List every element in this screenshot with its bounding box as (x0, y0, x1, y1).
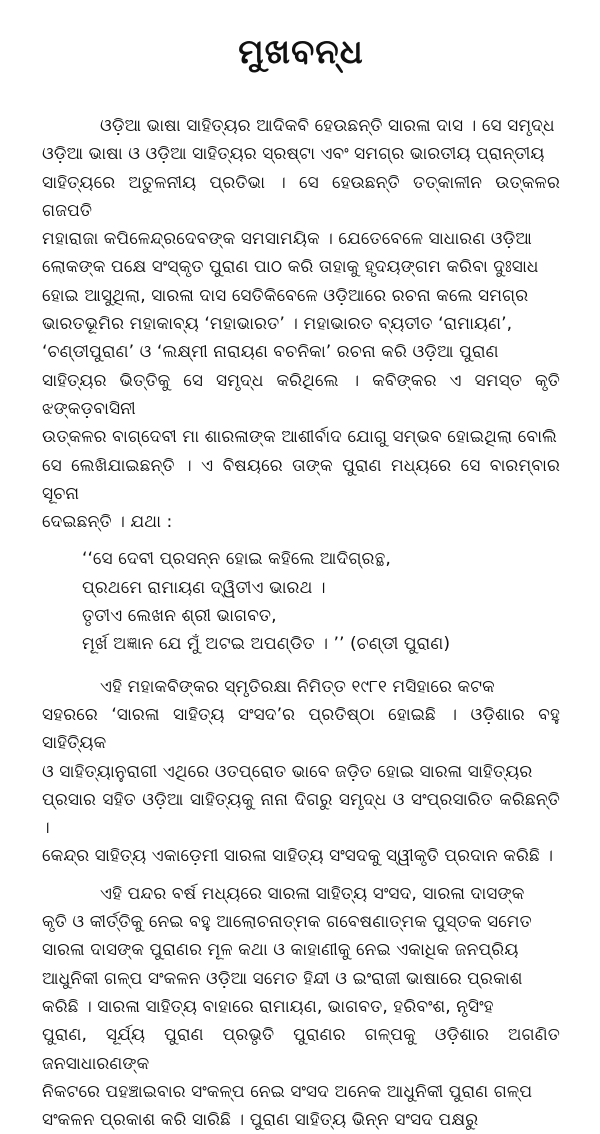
verse-line: ମୂର୍ଖ ଅଜ୍ଞାନ ଯେ ମୁଁ ଅଟଇ ଅପଣ୍ଡିତ । ’’ (ଚଣ୍ଡୀ ପୁରାଣ) (82, 634, 451, 655)
verse-line: ‘‘ସେ ଦେବୀ ପ୍ରସନ୍ନ ହୋଇ କହିଲେ ଆଦିଗ୍ରନ୍ଥ, (82, 549, 391, 570)
text-line: କୃତି ଓ କୀର୍ତ୍ତିକୁ ନେଇ ବହୁ ଆଲୋଚନାତ୍ମକ ଗବେଷଣାତ୍ମକ ପୁସ୍ତକ ସମେତ (42, 912, 532, 933)
verse-quote (82, 545, 560, 658)
page-title: ମୁଖବନ୍ଧ (238, 32, 364, 72)
text-line: ଆଧୁନିକୀ ଗଳ୍ପ ସଂକଳନ ଓଡ଼ିଆ ସମେତ ହିନ୍ଦୀ ଓ ଇଂରାଜୀ ଭାଷାରେ ପ୍ରକାଶ (42, 968, 523, 989)
text-line: ସେ ଲେଖିଯାଇଛନ୍ତି । ଏ ବିଷୟରେ ତାଙ୍କ ପୁରାଣ ମଧ୍ୟରେ ସେ ବାରମ୍ବାର ସୂଚନା (42, 455, 560, 504)
paragraph-1 (42, 112, 560, 536)
text-line: ପ୍ରସାର ସହିତ ଓଡ଼ିଆ ସାହିତ୍ୟକୁ ନାନା ଦିଗରୁ ସମୃଦ୍ଧ ଓ ସଂପ୍ରସାରିତ କରିଛନ୍ତି । (42, 789, 560, 839)
text-line: କରିଛି । ସାରଳା ସାହିତ୍ୟ ବାହାରେ ରାମାୟଣ, ଭାଗବତ, ହରିବଂଶ, ନୃସିଂହ (42, 996, 494, 1017)
text-line: ସହରରେ ‘ସାରଳା ସାହିତ୍ୟ ସଂସଦ’ର ପ୍ରତିଷ୍ଠା ହୋଇଛି । ଓଡ଼ିଶାର ବହୁ ସାହିତ୍ୟିକ (42, 704, 560, 754)
text-line: ଏହି ପନ୍ଦର ବର୍ଷ ମଧ୍ୟରେ ସାରଳା ସାହିତ୍ୟ ସଂସଦ, ସାରଳା ଦାସଙ୍କ (100, 883, 525, 904)
text-line: ଦେଇଛନ୍ତି । ଯଥା : (42, 512, 173, 533)
text-line: କେନ୍ଦ୍ର ସାହିତ୍ୟ ଏକାଡ଼େମୀ ସାରଳା ସାହିତ୍ୟ ସଂସଦକୁ ସ୍ୱୀକୃତି ପ୍ରଦାନ କରିଛି । (42, 846, 554, 867)
paragraph-3 (42, 880, 560, 1134)
text-line: ଓ ସାହିତ୍ୟାନୁରାଗୀ ଏଥିରେ ଓତପ୍ରୋତ ଭାବେ ଜଡ଼ିତ ହୋଇ ସାରଳା ସାହିତ୍ୟର (42, 761, 533, 782)
text-line: ଓଡ଼ିଆ ଭାଷା ଓ ଓଡ଼ିଆ ସାହିତ୍ୟର ସ୍ରଷ୍ଟା ଏବଂ ସମଗ୍ର ଭାରତୀୟ ପ୍ରାନ୍ତୀୟ (42, 144, 545, 165)
text-line: ସାହିତ୍ୟର ଭିତ୍ତିକୁ ସେ ସମୃଦ୍ଧ କରିଥିଲେ । କବିଙ୍କର ଏ ସମସ୍ତ କୃତି ଝଙ୍କଡ଼ବାସିନୀ (42, 370, 560, 419)
text-line: ମହାରାଜା କପିଳେନ୍ଦ୍ରଦେବଙ୍କ ସମସାମୟିକ । ଯେତେବେଳେ ସାଧାରଣ ଓଡ଼ିଆ (42, 229, 532, 250)
text-line: ସାରଳା ଦାସଙ୍କ ପୁରାଣର ମୂଳ କଥା ଓ କାହାଣୀକୁ ନେଇ ଏକାଧିକ ଜନପ୍ରିୟ (42, 940, 519, 961)
verse-line: ପ୍ରଥମେ ରାମାୟଣ ଦ୍ୱିତୀଏ ଭାରଥ । (82, 577, 326, 598)
text-line: ସାହିତ୍ୟରେ ଅତୁଳନୀୟ ପ୍ରତିଭା । ସେ ହେଉଛନ୍ତି ତତ୍କାଳୀନ ଉତ୍କଳର ଗଜପତି (42, 172, 560, 221)
text-line: ଭାରତଭୂମିର ମହାକାବ୍ୟ ‘ମହାଭାରତ’ । ମହାଭାରତ ବ୍ୟତୀତ ‘ରାମାୟଣ’, (42, 314, 513, 335)
text-line: ସଂକଳନ ପ୍ରକାଶ କରି ସାରିଛି । ପୁରାଣ ସାହିତ୍ୟ ଭିନ୍ନ ସଂସଦ ପକ୍ଷରୁ (42, 1110, 479, 1131)
text-line: ହୋଇ ଆସୁଥିଲା, ସାରଳା ଦାସ ସେତିକିବେଳେ ଓଡ଼ିଆରେ ରଚନା କଲେ ସମଗ୍ର (42, 285, 529, 306)
text-line: ‘ଚଣ୍ଡୀପୁରାଣ’ ଓ ‘ଲକ୍ଷ୍ମୀ ନାରାୟଣ ବଚନିକା’ ରଚନା କରି ଓଡ଼ିଆ ପୁରାଣ (42, 342, 499, 363)
text-line: ପୁରାଣ, ସୂର୍ଯ୍ୟ ପୁରାଣ ପ୍ରଭୃତି ପୁରାଣର ଗଳ୍ପକୁ ଓଡ଼ିଶାର ଅଗଣିତ ଜନସାଧାରଣଙ୍କ (42, 1025, 560, 1074)
verse-line: ତୃତୀଏ ଲେଖନ ଶ୍ରୀ ଭାଗବତ, (82, 606, 277, 627)
text-line: ଉତ୍କଳର ବାଗ୍‌ଦେବୀ ମା ଶାରଳାଙ୍କ ଆଶୀର୍ବାଦ ଯୋଗୁ ସମ୍ଭବ ହୋଇଥିଲା ବୋଲି (42, 427, 557, 448)
text-line: ନିକଟରେ ପହଞ୍ଚାଇବାର ସଂକଳ୍ପ ନେଇ ସଂସଦ ଅନେକ ଆଧୁନିକୀ ପୁରାଣ ଗଳ୍ପ (42, 1081, 533, 1102)
text-line: ଓଡ଼ିଆ ଭାଷା ସାହିତ୍ୟର ଆଦିକବି ହେଉଛନ୍ତି ସାରଳା ଦାସ । ସେ ସମୃଦ୍ଧ (100, 116, 555, 136)
paragraph-2 (42, 673, 560, 871)
text-line: ଏହି ମହାକବିଙ୍କର ସ୍ମୃତିରକ୍ଷା ନିମିତ୍ତ ୧୯୮୧ ମସିହାରେ କଟକ (100, 676, 495, 697)
text-line: ଲୋକଙ୍କ ପକ୍ଷେ ସଂସ୍କୃତ ପୁରାଣ ପାଠ କରି ତାହାକୁ ହୃଦୟଙ୍ଗମ କରିବା ଦୁଃସାଧ (42, 257, 539, 278)
